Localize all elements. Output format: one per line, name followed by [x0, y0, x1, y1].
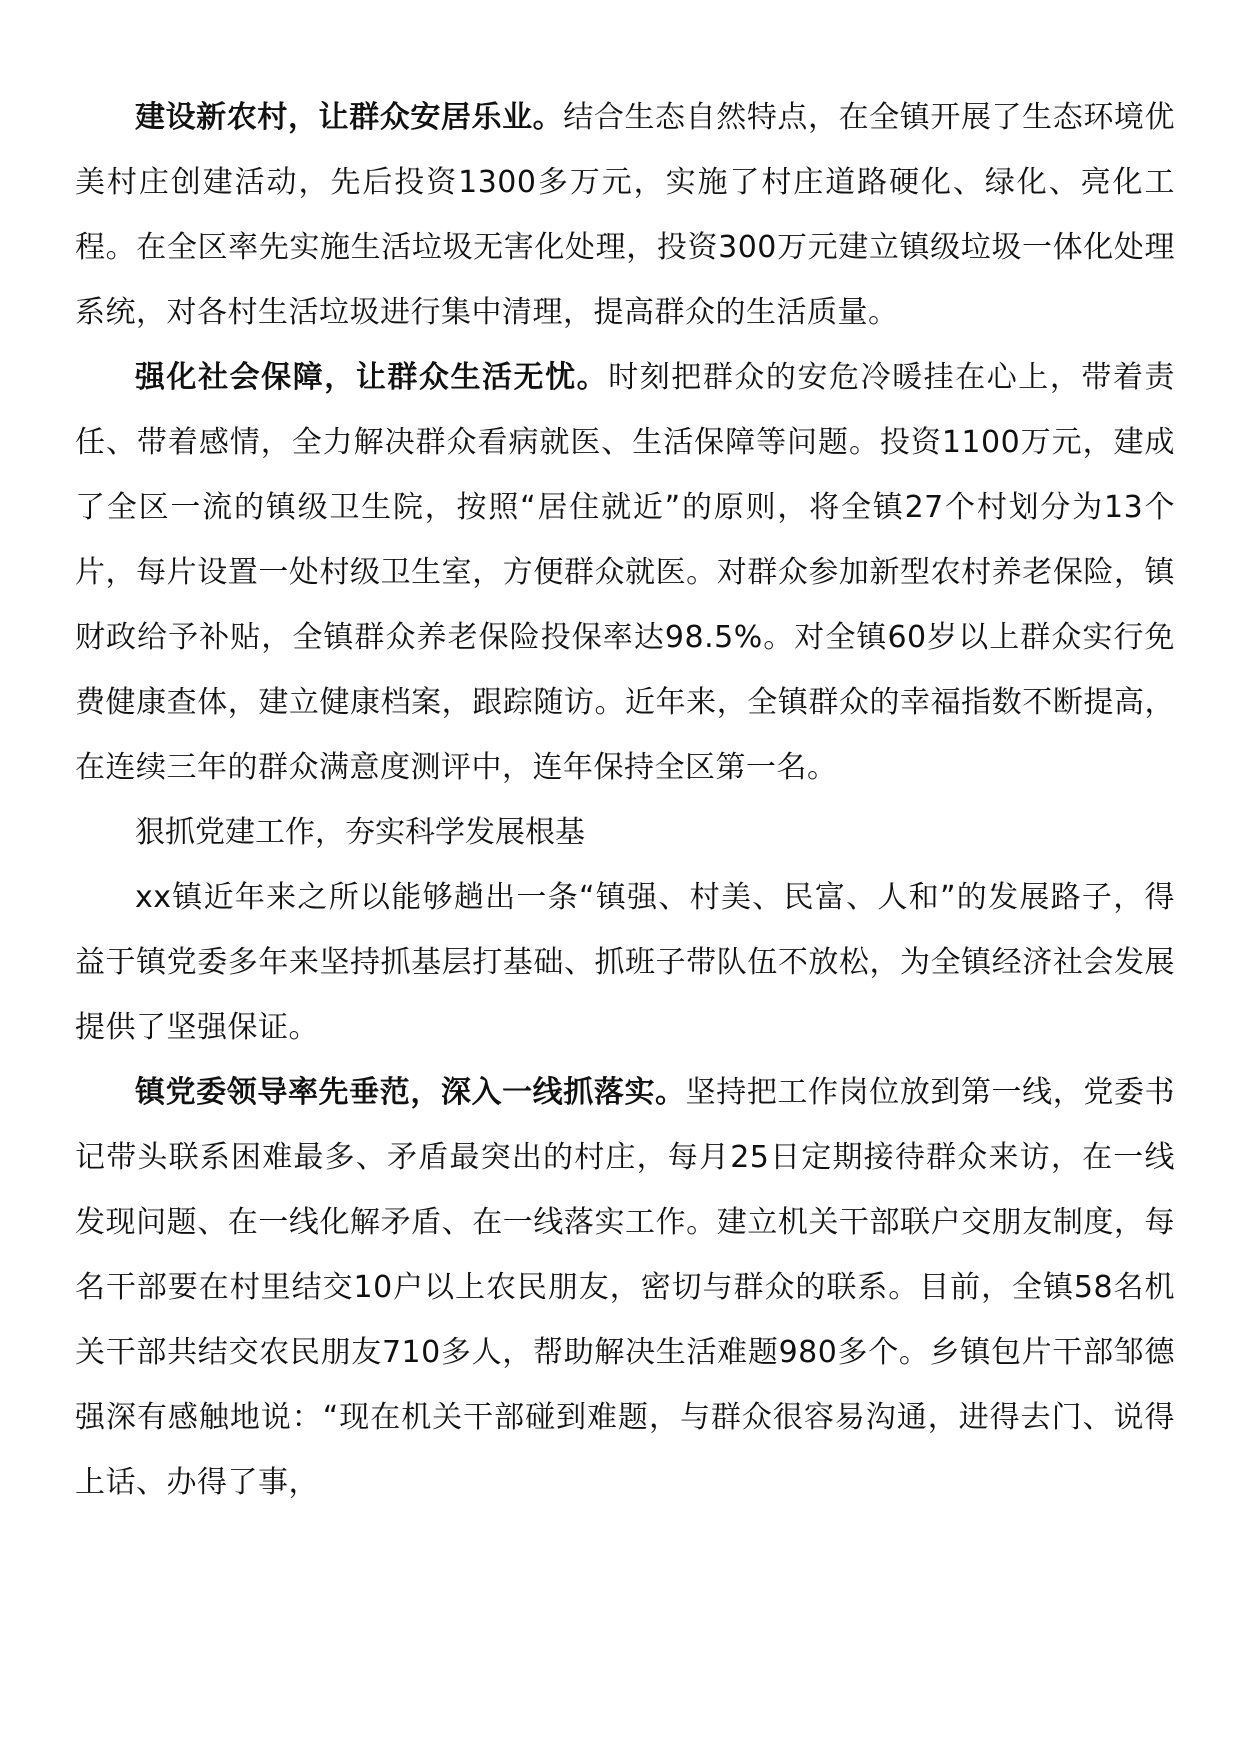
paragraph-body: 坚持把工作岗位放到第一线，党委书记带头联系困难最多、矛盾最突出的村庄，每月25日定期接待群众来访，在一线发现问题、在一线化解矛盾、在一线落实工作。建立机关干部联户交朋友制度，每名干部要在村里结交10户以上农民朋友，密切与群众的联系。目前，全镇58名机关干部共结交农民朋友710多人，帮助解决生活难题980多个。乡镇包片干部邹德强深有感触地说：“现在机关干部碰到难题，与群众很容易沟通，进得去门、说得上话、办得了事， — [75, 1075, 1176, 1500]
paragraph-body: 结合生态自然特点，在全镇开展了生态环境优美村庄创建活动，先后投资1300多万元，实施了村庄道路硬化、绿化、亮化工程。在全区率先实施生活垃圾无害化处理，投资300万元建立镇级垃圾一体化处理系统，对各村生活垃圾进行集中清理，提高群众的生活质量。 — [75, 100, 1176, 330]
paragraph-lead: 镇党委领导率先垂范，深入一线抓落实。 — [135, 1075, 686, 1110]
section-heading: 狠抓党建工作，夯实科学发展根基 — [135, 815, 585, 850]
paragraph-social-security — [75, 345, 1175, 800]
paragraph-lead: 建设新农村，让群众安居乐业。 — [135, 100, 564, 135]
document-page — [75, 85, 1175, 1515]
paragraph-body: xx镇近年来之所以能够趟出一条“镇强、村美、民富、人和”的发展路子，得益于镇党委多年来坚持抓基层打基础、抓班子带队伍不放松，为全镇经济社会发展提供了坚强保证。 — [75, 880, 1175, 1045]
paragraph-new-countryside — [75, 85, 1175, 345]
paragraph-party-leadership — [75, 1060, 1175, 1515]
paragraph-lead: 强化社会保障，让群众生活无忧。 — [135, 360, 609, 395]
paragraph-body: 时刻把群众的安危冷暖挂在心上，带着责任、带着感情，全力解决群众看病就医、生活保障等问题。投资1100万元，建成了全区一流的镇级卫生院，按照“居住就近”的原则，将全镇27个村划分为13个片，每片设置一处村级卫生室，方便群众就医。对群众参加新型农村养老保险，镇财政给予补贴，全镇群众养老保险投保率达98.5%。对全镇60岁以上群众实行免费健康查体，建立健康档案，跟踪随访。近年来，全镇群众的幸福指数不断提高，在连续三年的群众满意度测评中，连年保持全区第一名。 — [75, 360, 1175, 785]
paragraph-development-path — [75, 865, 1175, 1060]
